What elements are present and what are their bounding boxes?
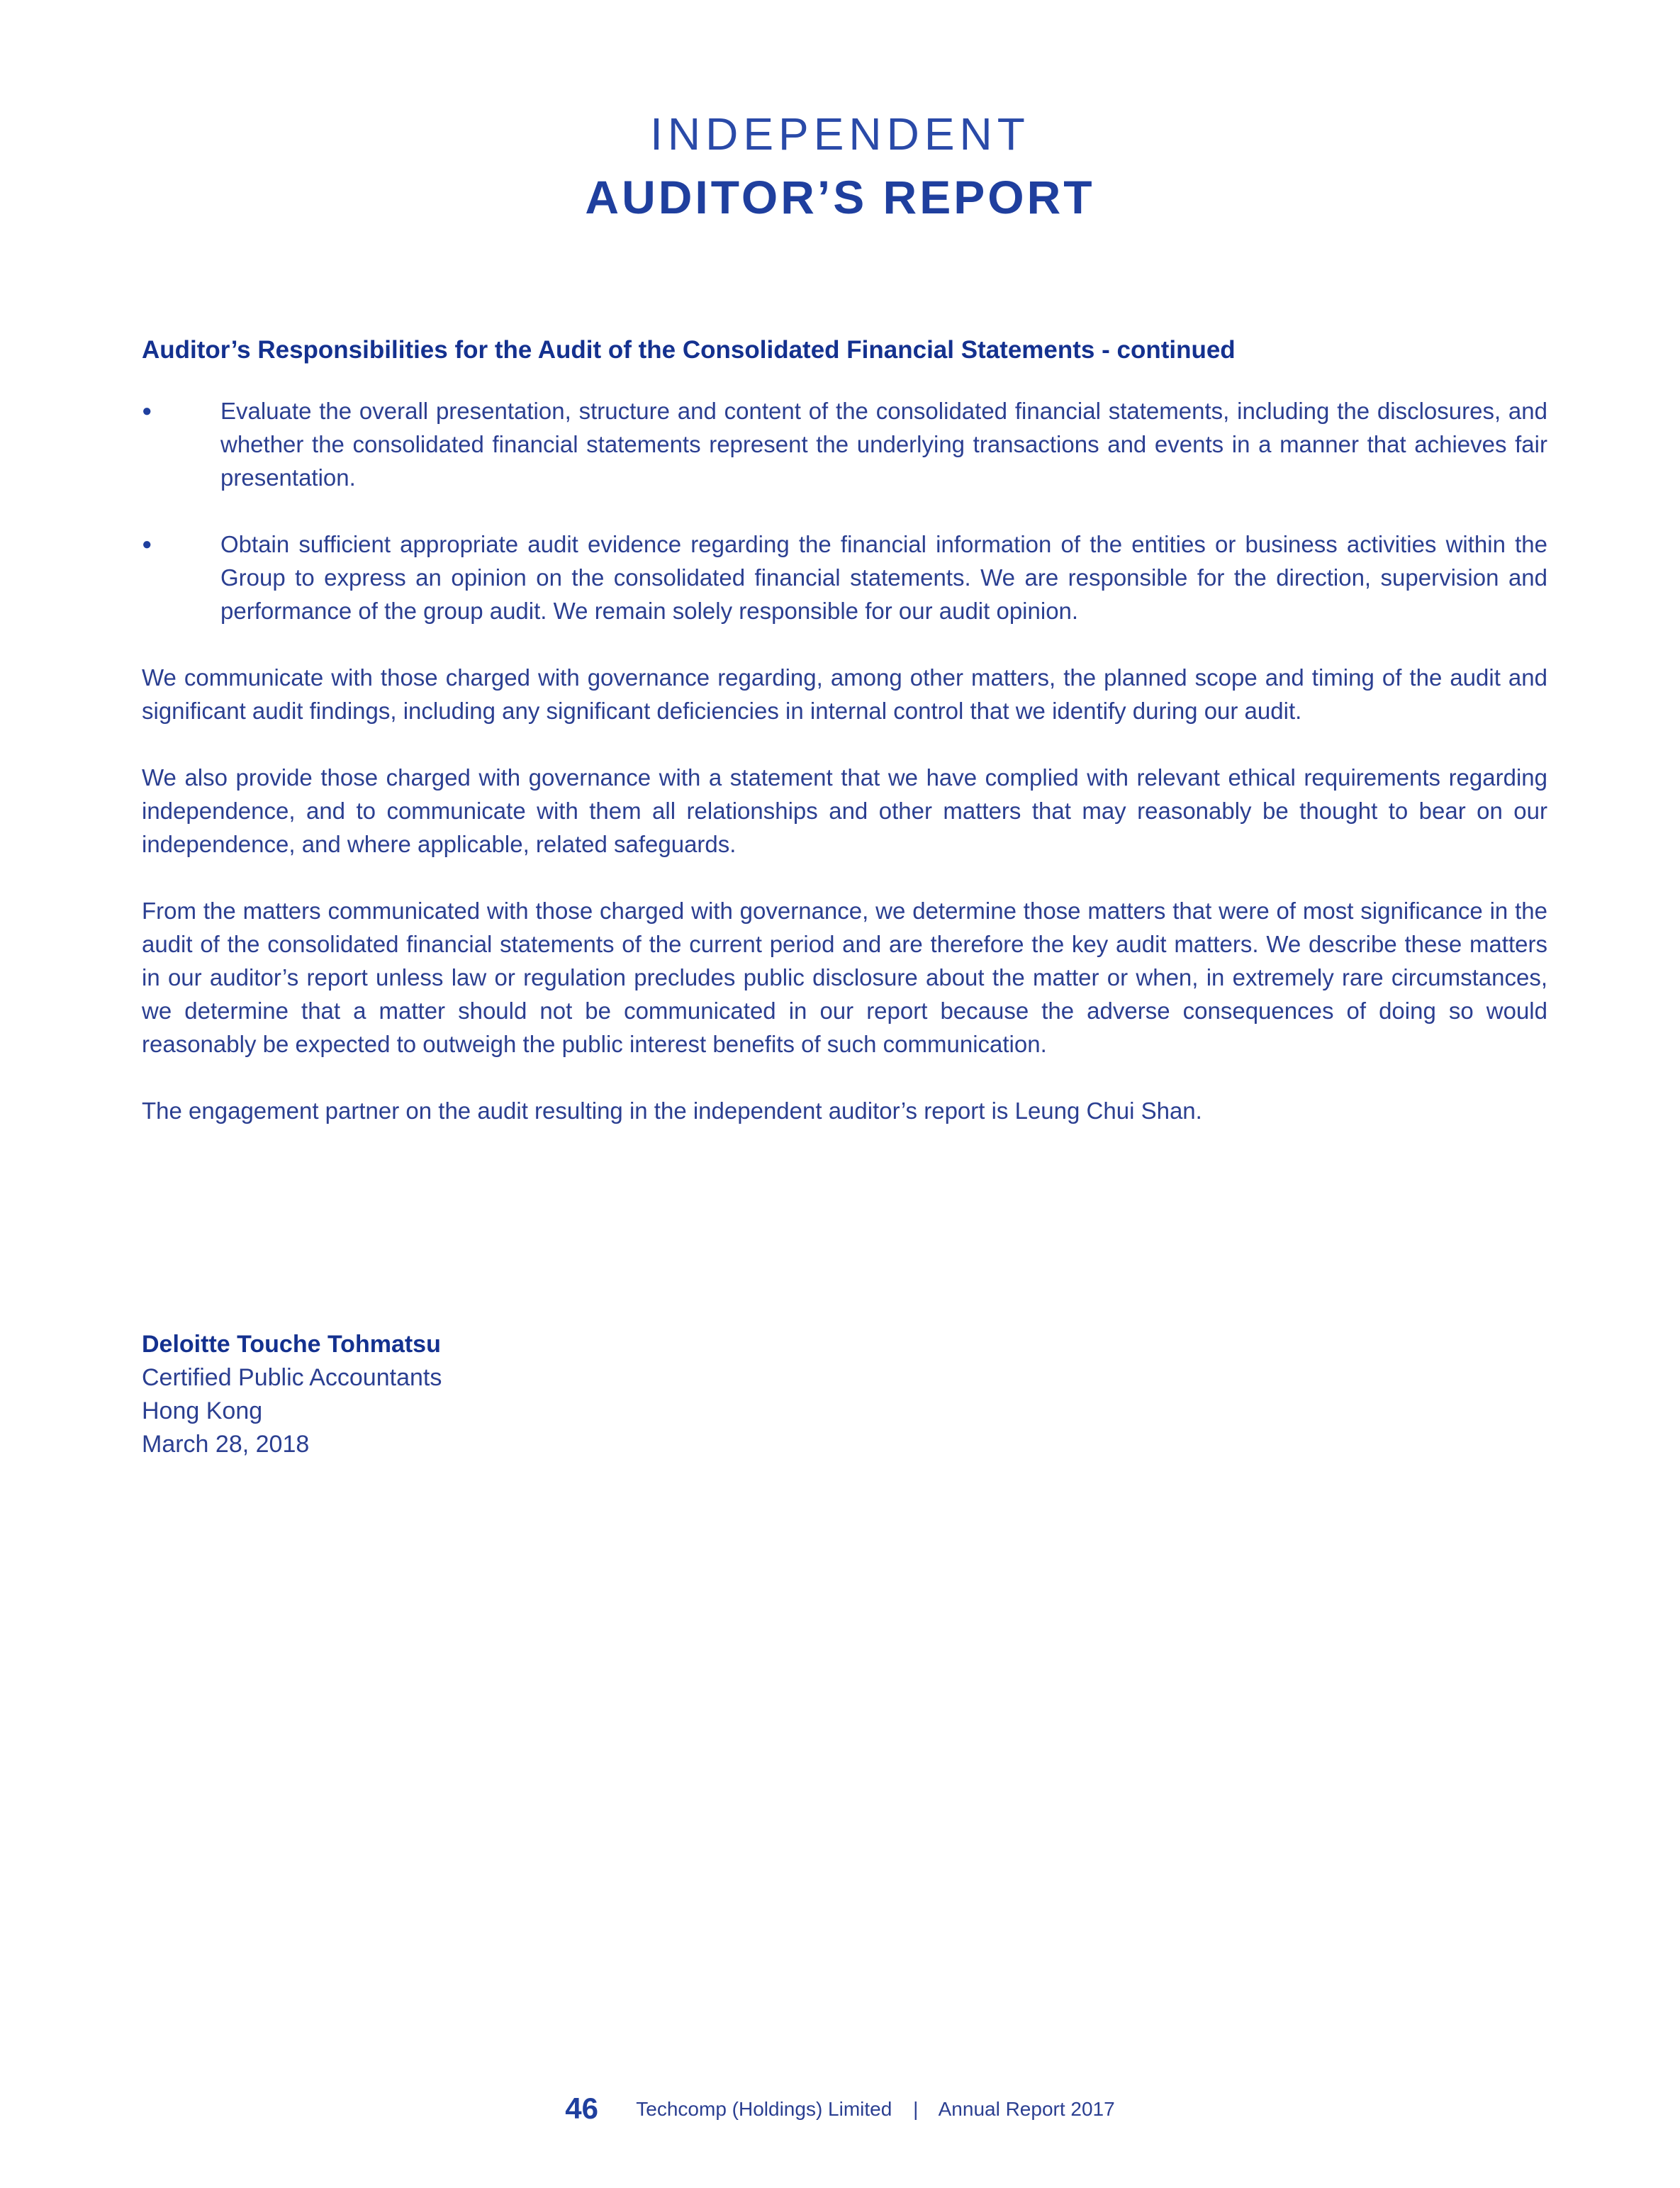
paragraph-communication: We communicate with those charged with governance regarding, among other matters, the planned scope and timing of the audit and significant audit findings, including any significant deficiencies in internal control that we identify during our audit.	[142, 664, 1547, 724]
page-footer	[0, 2092, 1680, 2126]
page-number: 46	[565, 2092, 598, 2125]
signature-firm: Deloitte Touche Tohmatsu	[142, 1331, 441, 1358]
paragraph-key-audit-matters: From the matters communicated with those charged with governance, we determine those matters that were of most significance in the audit of the consolidated financial statements of the current period and are therefore the key audit matters. We describe these matters in our auditor’s report unless law or regulation precludes public disclosure about the matter or when, in extremely rare circumstances, we determine that a matter should not be communicated in our report because the adverse consequences of doing so would reasonably be expected to outweigh the public interest benefits of such communication.	[142, 898, 1547, 1057]
bullet-text: Obtain sufficient appropriate audit evidence regarding the financial information of the entities or business activities within the Group to express an opinion on the consolidated financial statements. We are responsible for the direction, supervision and performance of the group audit. We remain solely responsible for our audit opinion.	[220, 531, 1547, 624]
bullet-dot-icon: ●	[142, 401, 152, 420]
signature-title: Certified Public Accountants	[142, 1364, 442, 1391]
signature-block	[142, 1328, 442, 1461]
page-title	[0, 103, 1680, 229]
paragraph-engagement-partner: The engagement partner on the audit resulting in the independent auditor’s report is Leung Chui Shan.	[142, 1098, 1202, 1124]
bullet-item-obtain-evidence	[142, 528, 1547, 627]
bullet-dot-icon: ●	[142, 535, 152, 554]
footer-separator: |	[913, 2098, 919, 2120]
bullet-text: Evaluate the overall presentation, structure and content of the consolidated financial statements, including the disclosures, and whether the consolidated financial statements represent the underlying transactions and events in a manner that achieves fair presentation.	[220, 398, 1547, 491]
signature-location: Hong Kong	[142, 1397, 263, 1424]
section-heading: Auditor’s Responsibilities for the Audit of the Consolidated Financial Statements - continued	[142, 336, 1236, 364]
title-auditors-report: AUDITOR’S REPORT	[585, 171, 1095, 223]
footer-report-name: Annual Report 2017	[938, 2098, 1115, 2120]
footer-company: Techcomp (Holdings) Limited	[636, 2098, 892, 2120]
report-body	[142, 333, 1547, 1161]
paragraph-independence: We also provide those charged with governance with a statement that we have complied with relevant ethical requirements regarding independence, and to communicate with them all relationships and other matters that may reasonably be thought to bear on our independence, and where applicable, related safeguards.	[142, 764, 1547, 857]
bullet-item-evaluate	[142, 394, 1547, 494]
title-independent: INDEPENDENT	[650, 108, 1030, 160]
signature-date: March 28, 2018	[142, 1431, 310, 1458]
